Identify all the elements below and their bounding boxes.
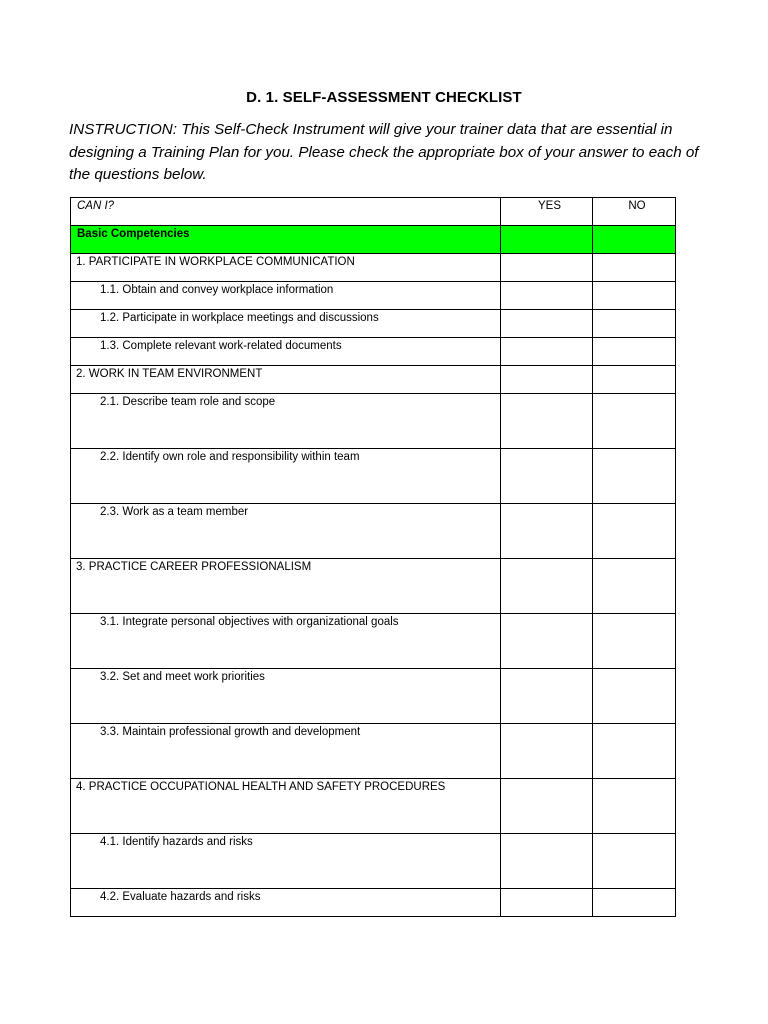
header-yes: YES (501, 198, 593, 226)
competency-cell (71, 614, 501, 669)
yes-checkbox-cell[interactable] (501, 504, 593, 559)
no-checkbox-cell[interactable] (593, 282, 676, 310)
table-row (71, 282, 676, 310)
yes-checkbox-cell[interactable] (501, 889, 593, 917)
yes-checkbox-cell[interactable] (501, 282, 593, 310)
competency-label: 3.1. Integrate personal objectives with organizational goals (100, 616, 399, 628)
competency-cell (71, 449, 501, 504)
no-checkbox-cell[interactable] (593, 394, 676, 449)
no-checkbox-cell[interactable] (593, 310, 676, 338)
header-can-i: CAN I? (71, 198, 501, 226)
yes-checkbox-cell[interactable] (501, 366, 593, 394)
competency-cell (71, 779, 501, 834)
competency-cell (71, 394, 501, 449)
competency-label: 1.3. Complete relevant work-related documents (100, 340, 342, 352)
yes-checkbox-cell[interactable] (501, 779, 593, 834)
checklist-table (70, 197, 676, 917)
competency-label: 1.2. Participate in workplace meetings and discussions (100, 312, 379, 324)
table-row (71, 504, 676, 559)
header-no: NO (593, 198, 676, 226)
yes-checkbox-cell[interactable] (501, 559, 593, 614)
no-checkbox-cell[interactable] (593, 449, 676, 504)
competency-label: 4.2. Evaluate hazards and risks (100, 891, 261, 903)
section-yes-cell (501, 226, 593, 254)
competency-cell (71, 282, 501, 310)
table-row (71, 254, 676, 282)
competency-cell (71, 254, 501, 282)
section-label: Basic Competencies (71, 226, 501, 254)
no-checkbox-cell[interactable] (593, 254, 676, 282)
yes-checkbox-cell[interactable] (501, 834, 593, 889)
competency-cell (71, 834, 501, 889)
no-checkbox-cell[interactable] (593, 834, 676, 889)
competency-label: 2.2. Identify own role and responsibility within team (100, 451, 360, 463)
yes-checkbox-cell[interactable] (501, 724, 593, 779)
section-no-cell (593, 226, 676, 254)
competency-label: 2. WORK IN TEAM ENVIRONMENT (76, 368, 263, 380)
no-checkbox-cell[interactable] (593, 366, 676, 394)
yes-checkbox-cell[interactable] (501, 310, 593, 338)
table-row (71, 669, 676, 724)
yes-checkbox-cell[interactable] (501, 254, 593, 282)
competency-label: 4.1. Identify hazards and risks (100, 836, 253, 848)
competency-label: 3.2. Set and meet work priorities (100, 671, 265, 683)
yes-checkbox-cell[interactable] (501, 669, 593, 724)
competency-cell (71, 889, 501, 917)
yes-checkbox-cell[interactable] (501, 338, 593, 366)
table-row (71, 614, 676, 669)
competency-label: 3.3. Maintain professional growth and development (100, 726, 361, 738)
competency-cell (71, 310, 501, 338)
no-checkbox-cell[interactable] (593, 669, 676, 724)
table-row (71, 559, 676, 614)
section-row-basic-competencies (71, 226, 676, 254)
no-checkbox-cell[interactable] (593, 889, 676, 917)
no-checkbox-cell[interactable] (593, 338, 676, 366)
competency-label: 4. PRACTICE OCCUPATIONAL HEALTH AND SAFETY PROCEDURES (76, 781, 446, 793)
competency-cell (71, 724, 501, 779)
no-checkbox-cell[interactable] (593, 504, 676, 559)
competency-cell (71, 504, 501, 559)
table-row (71, 889, 676, 917)
table-row (71, 310, 676, 338)
no-checkbox-cell[interactable] (593, 779, 676, 834)
competency-label: 1.1. Obtain and convey workplace information (100, 284, 334, 296)
competency-cell (71, 366, 501, 394)
document-title: D. 1. SELF-ASSESSMENT CHECKLIST (246, 89, 522, 106)
table-row (71, 779, 676, 834)
table-row (71, 449, 676, 504)
no-checkbox-cell[interactable] (593, 559, 676, 614)
no-checkbox-cell[interactable] (593, 724, 676, 779)
competency-cell (71, 559, 501, 614)
table-row (71, 338, 676, 366)
instruction-text: INSTRUCTION: This Self-Check Instrument will give your trainer data that are essential in designing a Training Plan for you. Please check the appropriate box of your answer to each of the questions below. (69, 121, 699, 183)
yes-checkbox-cell[interactable] (501, 394, 593, 449)
table-row (71, 834, 676, 889)
competency-cell (71, 669, 501, 724)
competency-label: 1. PARTICIPATE IN WORKPLACE COMMUNICATION (76, 256, 355, 268)
competency-cell (71, 338, 501, 366)
table-row (71, 724, 676, 779)
yes-checkbox-cell[interactable] (501, 614, 593, 669)
table-row (71, 366, 676, 394)
competency-label: 2.1. Describe team role and scope (100, 396, 276, 408)
competency-label: 2.3. Work as a team member (100, 506, 249, 518)
competency-label: 3. PRACTICE CAREER PROFESSIONALISM (76, 561, 312, 573)
table-row (71, 394, 676, 449)
table-header-row (71, 198, 676, 226)
yes-checkbox-cell[interactable] (501, 449, 593, 504)
no-checkbox-cell[interactable] (593, 614, 676, 669)
